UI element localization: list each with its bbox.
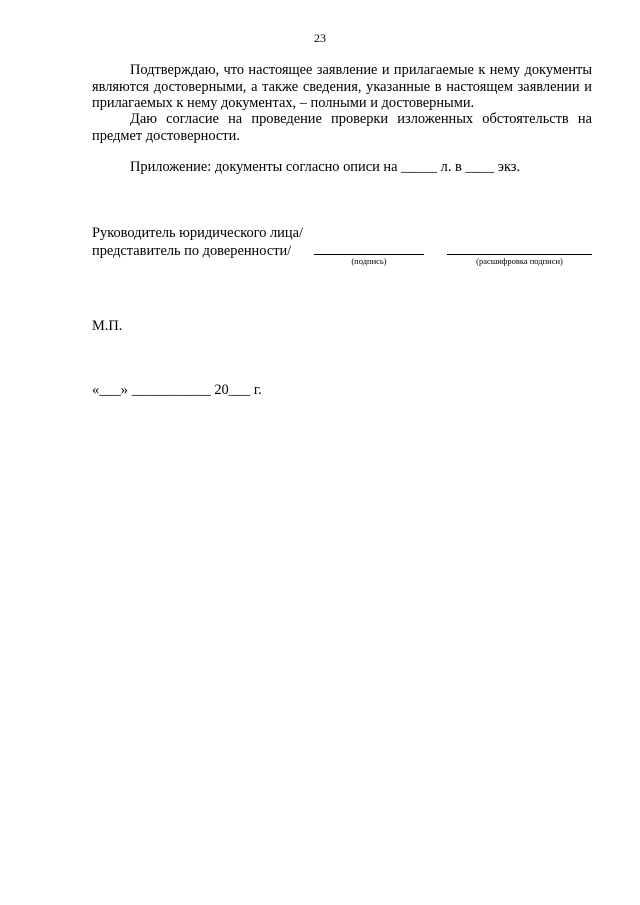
consent-paragraph: Даю согласие на проведение проверки изложенных обстоятельств на предмет достоверности.: [92, 111, 592, 144]
page-number: 23: [314, 31, 326, 45]
signature-decoding-caption: (расшифровка подписи): [476, 256, 563, 266]
attachment-paragraph: Приложение: документы согласно описи на _____ л. в ____ экз.: [130, 159, 521, 175]
signature-caption: (подпись): [351, 256, 387, 266]
signature-decoding-line: [447, 254, 592, 255]
confirmation-paragraph: Подтверждаю, что настоящее заявление и прилагаемые к нему документы являются достоверными, а также сведения, указанные в настоящем заявлении и прилагаемых к нему документах, – полными и достоверными.: [92, 62, 592, 111]
signer-title-line-2: представитель по доверенности/: [92, 243, 292, 259]
signer-title: [92, 224, 303, 260]
signer-title-line-1: Руководитель юридического лица/: [92, 225, 303, 241]
signature-line: [314, 254, 424, 255]
stamp-label: М.П.: [92, 318, 123, 334]
date-line: «___» ___________ 20___ г.: [92, 382, 262, 398]
